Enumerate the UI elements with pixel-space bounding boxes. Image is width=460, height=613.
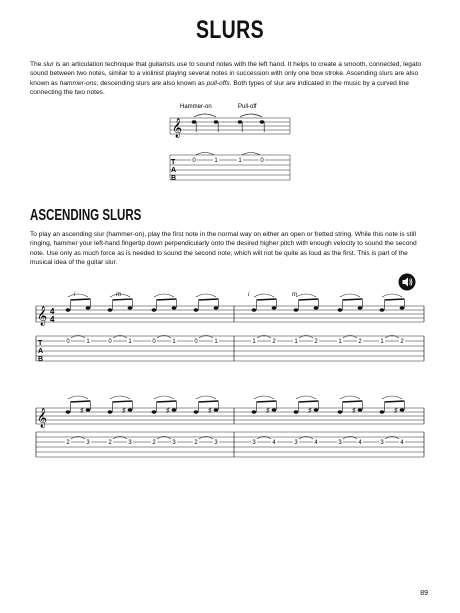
note-head	[152, 308, 157, 311]
note-beam	[198, 299, 218, 300]
tab-number: 1	[238, 158, 242, 164]
note-head	[66, 410, 71, 413]
note-head	[108, 308, 113, 311]
note-head	[294, 410, 299, 413]
tab-number: 3	[86, 440, 90, 446]
note-head	[252, 308, 257, 311]
tab-letter: A	[171, 167, 177, 174]
tab-number: 0	[194, 339, 198, 345]
tab-number: 4	[358, 440, 362, 446]
note-head	[214, 408, 219, 411]
tab-letter: T	[171, 159, 176, 166]
sharp-sign: ♯	[122, 407, 126, 415]
sharp-sign: ♯	[308, 407, 312, 415]
hammer-on-label: Hammer-on	[180, 104, 212, 110]
note-head	[314, 306, 319, 309]
note-head	[194, 410, 199, 413]
slur-curve	[154, 294, 174, 297]
tab-number: 3	[294, 440, 298, 446]
sharp-sign: ♯	[266, 407, 270, 415]
note-head	[128, 306, 133, 309]
intro-text-3: ; descending slurs are also known as	[96, 79, 207, 87]
slur-curve	[154, 396, 174, 399]
slur-curve	[296, 396, 316, 399]
slur-curve	[382, 294, 402, 297]
tab-number: 3	[128, 440, 132, 446]
section-paragraph: To play an ascending slur (hammer-on), play the first note in the normal way on either an open or fretted string. While this note is still ringing, hammer your left-hand fingertip down perpendicularly onto the desired higher pitch with enough velocity to sound the second note. Use only as much force as is needed to sound the second note, which will not be quite as loud as the first. This is part of the musical idea of the guitar slur.	[30, 231, 417, 267]
fingering: i	[74, 292, 76, 298]
note-head	[338, 410, 343, 413]
sharp-sign: ♯	[80, 407, 84, 415]
tab-number: 1	[128, 339, 132, 345]
tab-number: 3	[214, 440, 218, 446]
slur-curve	[68, 294, 88, 297]
note-head	[380, 410, 385, 413]
tab-letter: A	[38, 348, 44, 355]
slur-curve	[340, 294, 360, 297]
fingering: m	[116, 292, 121, 298]
tab-number: 2	[108, 440, 112, 446]
tab-number: 4	[314, 440, 318, 446]
tab-number: 2	[194, 440, 198, 446]
tab-number: 1	[338, 339, 342, 345]
note-beam	[156, 299, 176, 300]
tab-number: 4	[272, 440, 276, 446]
slur-curve	[68, 396, 88, 399]
note-head	[108, 410, 113, 413]
intro-paragraph	[30, 60, 430, 98]
intro-text-1: The	[30, 61, 44, 68]
note-beam	[70, 401, 90, 402]
intro-text-2: is an articulation technique that guitarists use to sound notes with the left hand. It helps to create a smooth, connected, legato sound between two notes, similar to a violinist playing several notes in succession with only one bow stroke. Ascending slurs are also known as	[30, 61, 422, 87]
treble-clef-icon: 𝄞	[37, 408, 48, 427]
slur-curve	[196, 294, 216, 297]
tab-number: 0	[192, 158, 196, 164]
fingering: m	[292, 292, 297, 298]
tab-number: 3	[172, 440, 176, 446]
slur-curve	[254, 294, 274, 297]
tab-number: 4	[400, 440, 404, 446]
time-signature-top: 4	[50, 307, 55, 316]
tab-slur	[196, 153, 214, 156]
slur-curve	[254, 396, 274, 399]
sharp-sign: ♯	[394, 407, 398, 415]
tab-number: 2	[272, 339, 276, 345]
tab-number: 1	[380, 339, 384, 345]
tab-number: 3	[380, 440, 384, 446]
note-beam	[256, 299, 276, 300]
tab-letter: B	[171, 175, 177, 182]
section-heading: ASCENDING SLURS	[30, 207, 142, 224]
tab-number: 0	[152, 339, 156, 345]
tab-lines	[170, 155, 290, 180]
note-beam	[384, 401, 404, 402]
tab-number: 1	[252, 339, 256, 345]
slur-curve	[340, 396, 360, 399]
staff-lines	[170, 118, 290, 134]
note-head	[272, 408, 277, 411]
note-beam	[256, 401, 276, 402]
note-beam	[384, 299, 404, 300]
tab-number: 2	[152, 440, 156, 446]
note-head	[380, 308, 385, 311]
tab-letter: T	[38, 340, 43, 347]
tab-number: 0	[66, 339, 70, 345]
tab-letters	[171, 159, 176, 182]
page-title: SLURS	[195, 16, 265, 44]
note-beam	[70, 299, 90, 300]
sharp-sign: ♯	[166, 407, 170, 415]
hammer-on-term: hammer-ons	[59, 79, 97, 87]
tab-number: 1	[172, 339, 176, 345]
treble-clef-icon: 𝄞	[37, 306, 48, 325]
pull-off-label: Pull-off	[238, 104, 257, 110]
fingering: i	[248, 292, 250, 298]
tab-number: 2	[400, 339, 404, 345]
tab-slur	[242, 153, 260, 156]
note-head	[128, 408, 133, 411]
slur-curve	[196, 396, 216, 399]
intro-text-4: . Both types of slur are indicated in the music by a curved line connecting the two notes.	[30, 79, 409, 97]
ascending-slur-system-1	[30, 286, 430, 376]
tab-number: 1	[214, 158, 218, 164]
note-head	[152, 410, 157, 413]
note-head	[172, 408, 177, 411]
note-beam	[198, 401, 218, 402]
tab-number: 0	[260, 158, 264, 164]
note-beam	[342, 299, 362, 300]
tab-number: 1	[86, 339, 90, 345]
slur-curve	[110, 396, 130, 399]
note-beam	[112, 299, 132, 300]
tab-number: 2	[358, 339, 362, 345]
tab-letter: B	[38, 356, 44, 363]
tab-number: 0	[108, 339, 112, 345]
slur-curve	[382, 396, 402, 399]
note-head	[400, 408, 405, 411]
tab-number: 1	[294, 339, 298, 345]
slur-term: slur	[43, 61, 54, 68]
note-head	[86, 306, 91, 309]
pull-off-term: pull-offs	[206, 79, 230, 87]
note-head	[358, 306, 363, 309]
sharp-sign: ♯	[352, 407, 356, 415]
tab-number: 2	[66, 440, 70, 446]
sharp-sign: ♯	[208, 407, 212, 415]
note-beam	[156, 401, 176, 402]
note-head	[252, 410, 257, 413]
slur-curve	[296, 294, 316, 297]
tab-number: 2	[314, 339, 318, 345]
note-head	[214, 306, 219, 309]
note-head	[358, 408, 363, 411]
tab-number: 1	[214, 339, 218, 345]
note-head	[338, 308, 343, 311]
slur-example-notation	[160, 100, 300, 195]
note-head	[400, 306, 405, 309]
time-signature-bottom: 4	[50, 315, 55, 324]
page-number: 89	[420, 590, 428, 597]
note-beam	[298, 299, 318, 300]
note-head	[314, 408, 319, 411]
treble-clef-icon: 𝄞	[172, 118, 183, 137]
note-beam	[112, 401, 132, 402]
tab-number: 3	[338, 440, 342, 446]
note-head	[194, 308, 199, 311]
note-head	[172, 306, 177, 309]
note-head	[86, 408, 91, 411]
note-head	[294, 308, 299, 311]
note-beam	[342, 401, 362, 402]
note-head	[66, 308, 71, 311]
slur-example-notes	[192, 114, 265, 132]
ascending-slur-system-2	[30, 392, 430, 482]
note-head	[272, 306, 277, 309]
tab-number: 3	[252, 440, 256, 446]
note-beam	[298, 401, 318, 402]
